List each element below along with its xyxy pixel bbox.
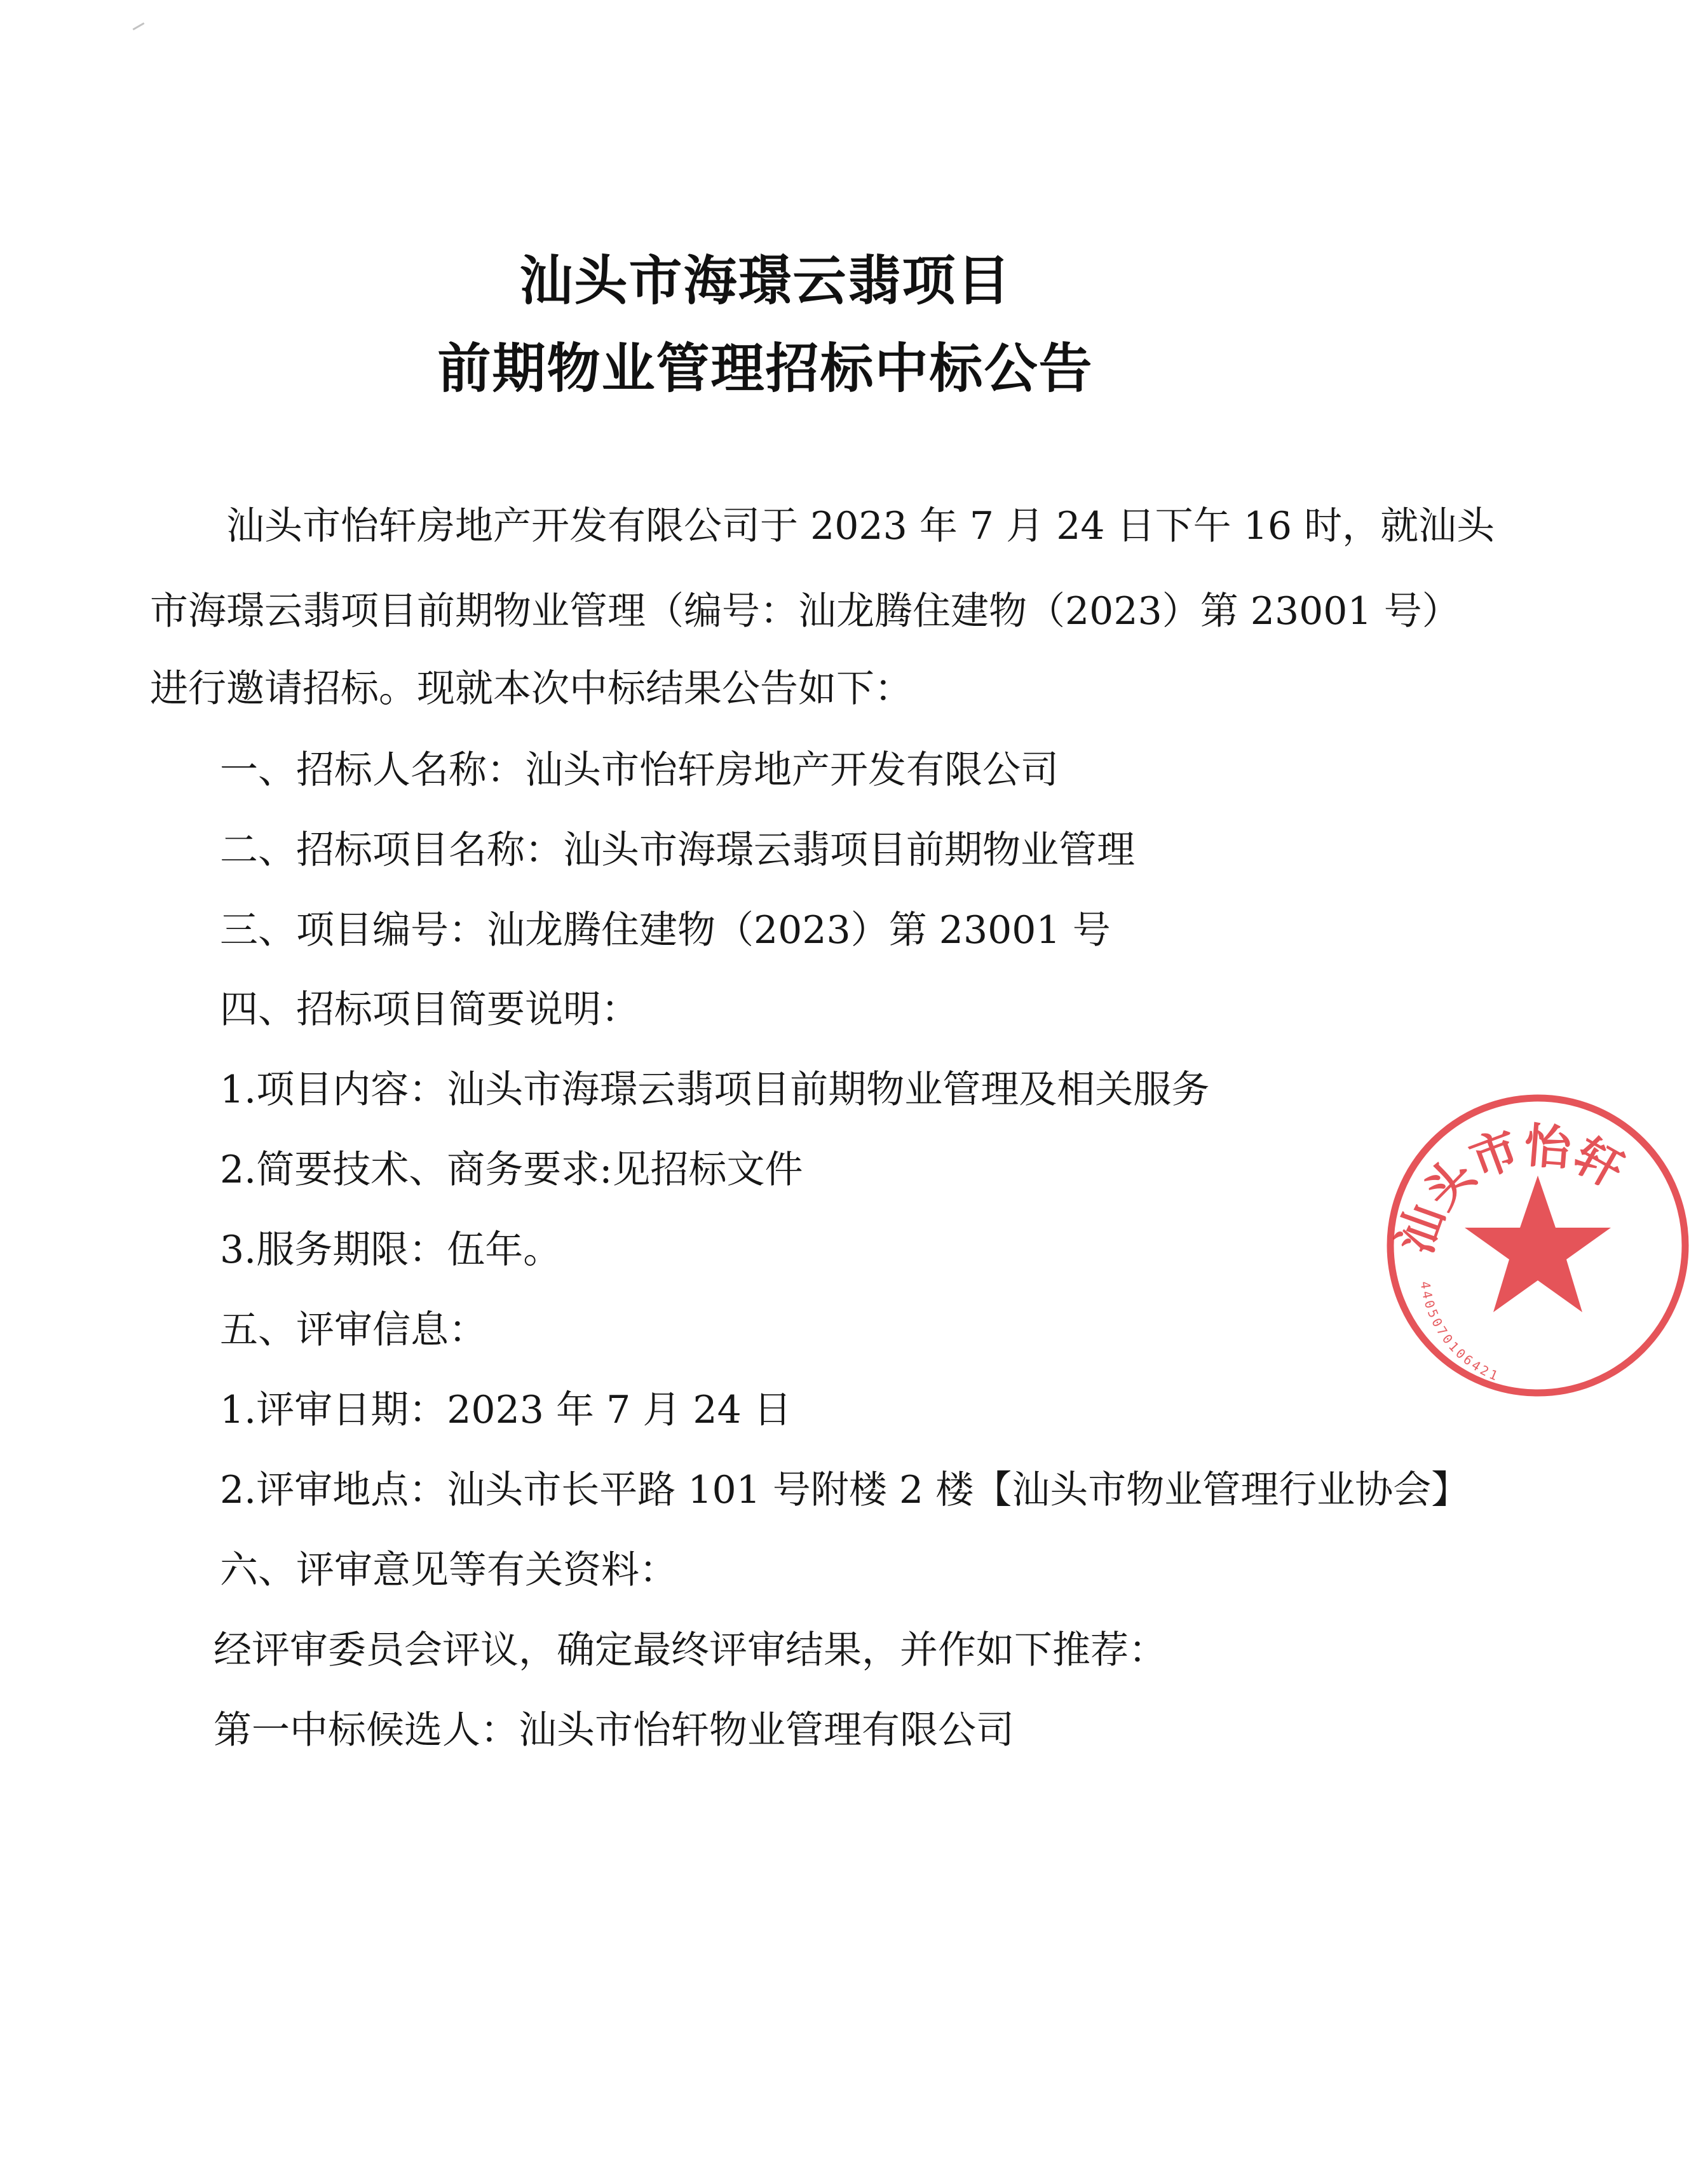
- section-project-number: 三、项目编号：汕龙腾住建物（2023）第 23001 号: [220, 908, 1111, 953]
- intro-paragraph-line-3: 进行邀请招标。现就本次中标结果公告如下：: [150, 667, 913, 711]
- review-item-location: 2.评审地点：汕头市长平路 101 号附楼 2 楼【汕头市物业管理行业协会】: [220, 1468, 1470, 1512]
- svg-text:汕头市怡轩: 汕头市怡轩: [1387, 1118, 1633, 1261]
- review-item-date: 1.评审日期：2023 年 7 月 24 日: [220, 1388, 792, 1432]
- company-seal-stamp: [1373, 1080, 1703, 1411]
- document-title-line-1: 汕头市海璟云翡项目: [519, 250, 1012, 312]
- summary-item-content: 1.项目内容：汕头市海璟云翡项目前期物业管理及相关服务: [220, 1068, 1210, 1112]
- section-review-info-heading: 五、评审信息：: [220, 1308, 487, 1352]
- scan-speck: [133, 22, 145, 31]
- svg-text:4405070106421: 4405070106421: [1417, 1280, 1503, 1385]
- summary-item-requirements: 2.简要技术、商务要求:见招标文件: [220, 1148, 803, 1192]
- section-review-opinion-heading: 六、评审意见等有关资料：: [220, 1548, 677, 1592]
- section-project-name: 二、招标项目名称：汕头市海璟云翡项目前期物业管理: [220, 828, 1135, 872]
- review-conclusion: 经评审委员会评议，确定最终评审结果，并作如下推荐：: [214, 1628, 1167, 1672]
- section-tenderer-name: 一、招标人名称：汕头市怡轩房地产开发有限公司: [220, 748, 1059, 792]
- intro-paragraph-line-2: 市海璟云翡项目前期物业管理（编号：汕龙腾住建物（2023）第 23001 号）: [150, 589, 1460, 634]
- first-winning-candidate: 第一中标候选人：汕头市怡轩物业管理有限公司: [214, 1708, 1014, 1753]
- intro-paragraph-line-1: 汕头市怡轩房地产开发有限公司于 2023 年 7 月 24 日下午 16 时，就汕头: [226, 504, 1495, 548]
- summary-item-service-period: 3.服务期限：伍年。: [220, 1228, 562, 1272]
- section-project-summary-heading: 四、招标项目简要说明：: [220, 987, 639, 1032]
- document-title-line-2: 前期物业管理招标中标公告: [437, 337, 1094, 400]
